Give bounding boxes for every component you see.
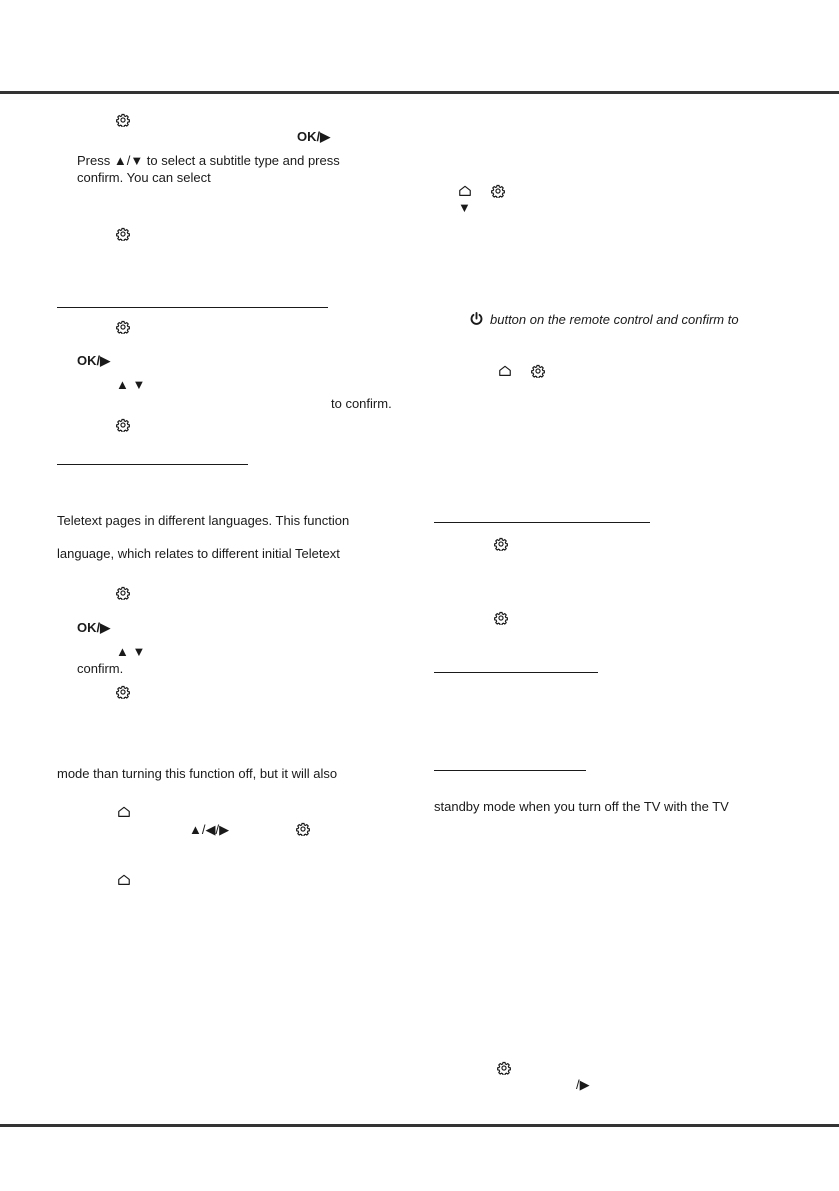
- gear-icon: [116, 586, 130, 600]
- header-rule: [0, 91, 839, 94]
- home-icon: [117, 873, 131, 887]
- gear-icon: [116, 418, 130, 432]
- gear-icon: [497, 1061, 511, 1075]
- ok-right-label: OK/▶: [297, 129, 331, 144]
- up-down-arrows: ▲ ▼: [116, 644, 146, 659]
- down-arrow: ▼: [458, 200, 471, 215]
- section-underline: [57, 307, 328, 308]
- gear-icon: [494, 537, 508, 551]
- subtitle-text-line1: Press ▲/▼ to select a subtitle type and press: [77, 153, 340, 168]
- slash-right-arrow: /▶: [576, 1077, 590, 1092]
- gear-icon: [296, 822, 310, 836]
- gear-icon: [531, 364, 545, 378]
- ok-right-label: OK/▶: [77, 353, 111, 368]
- section-underline: [434, 770, 586, 771]
- gear-icon: [116, 685, 130, 699]
- mode-text-line: mode than turning this function off, but it will also: [57, 766, 338, 781]
- power-button-text: button on the remote control and confirm to: [490, 312, 739, 327]
- gear-icon: [116, 113, 130, 127]
- subtitle-text-line2: confirm. You can select: [77, 170, 211, 185]
- gear-icon: [116, 320, 130, 334]
- gear-icon: [491, 184, 505, 198]
- section-underline: [434, 672, 598, 673]
- power-icon: [469, 311, 484, 326]
- home-icon: [498, 364, 512, 378]
- teletext-text-line2: language, which relates to different initial Teletext: [57, 546, 340, 561]
- confirm-text: confirm.: [77, 661, 124, 676]
- section-underline: [57, 464, 248, 465]
- home-icon: [458, 184, 472, 198]
- up-down-arrows: ▲ ▼: [116, 377, 146, 392]
- standby-text-line: standby mode when you turn off the TV with the TV: [434, 799, 729, 814]
- gear-icon: [494, 611, 508, 625]
- nav-arrows: ▲/◀/▶: [189, 822, 230, 837]
- footer-rule: [0, 1124, 839, 1127]
- to-confirm-text: to confirm.: [331, 396, 392, 411]
- home-icon: [117, 805, 131, 819]
- teletext-text-line1: Teletext pages in different languages. This function: [57, 513, 350, 528]
- section-underline: [434, 522, 650, 523]
- gear-icon: [116, 227, 130, 241]
- ok-right-label: OK/▶: [77, 620, 111, 635]
